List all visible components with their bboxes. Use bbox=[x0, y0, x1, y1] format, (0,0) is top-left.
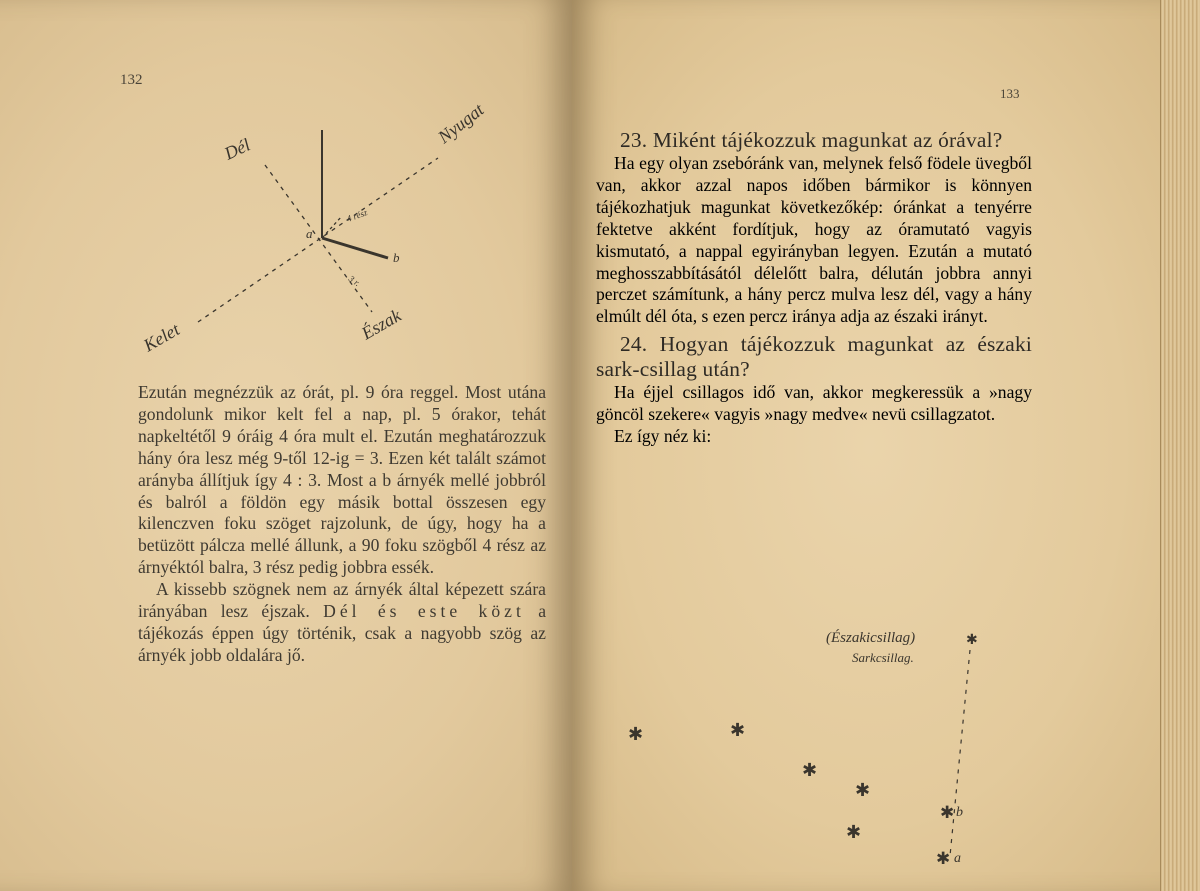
label-sarkcsillag: Sarkcsillag. bbox=[852, 650, 914, 665]
section-23-body: Ha egy olyan zsebóránk van, melynek felső födele üvegből van, akkor azzal napos időben bármikor is könnyen tájékozhatjuk magunkat következőkép: óránkat a tenyérre fektetve akként fordítjuk, hogy az óramutató vagyis kismutató, a nappal egyirányban legyen. Ezután a mutató meghosszabbításától délelőtt balra, délután jobbra annyi perczet számítunk, a hány percz mulva lesz dél, vagy a hány elmúlt dél óta, s ezen percz iránya adja az északi irányt. bbox=[596, 153, 1032, 327]
pointer-dashed-line bbox=[950, 650, 970, 856]
section-23-number: 23. bbox=[620, 128, 648, 152]
section-24-number: 24. bbox=[620, 332, 648, 357]
label-star-a: a bbox=[954, 851, 961, 866]
label-reszek: 4 rész bbox=[345, 207, 369, 224]
left-page bbox=[0, 0, 572, 891]
right-page-body bbox=[596, 128, 1032, 448]
last-paragraph-spaced: Dél és este közt bbox=[323, 601, 525, 622]
shadow-line bbox=[322, 238, 388, 258]
star-a-icon: ✱ bbox=[936, 849, 951, 868]
last-paragraph-start: A kissebb szögnek nem az árnyék által képezett szára irányában lesz éjszak. bbox=[138, 579, 546, 622]
label-star-b: b bbox=[956, 805, 963, 820]
label-a: a bbox=[306, 226, 313, 241]
left-paragraph: Ezután megnézzük az órát, pl. 9 óra reggel. Most utána gondolunk mikor kelt fel a nap, pl. 5 órakor, tehát napkeltétől 9 óráig 4 óra mult el. Ezután meghatározzuk hány óra lesz még 9-től 12-ig = 3. Ezen két talált számot arányba állítjuk így 4 : 3. Most a b árnyék mellé jobbról és balról a földön egy másik bottal összesen egy kilenczven foku szöget rajzolunk, de úgy, hogy ha a betüzött pálcza mellé állunk, a 90 foku szögből 4 rész az árnyéktól balra, 3 rész pedig jobbra essék. bbox=[138, 382, 546, 578]
last-paragraph-end: a tájékozás éppen úgy történik, csak a nagyobb szög az árnyék jobb oldalára jő. bbox=[138, 601, 546, 665]
section-24-heading bbox=[596, 332, 1032, 382]
label-eszaki-csillag: (Északicsillag) bbox=[826, 630, 916, 646]
page-number-left: 132 bbox=[120, 72, 143, 88]
label-small-mark: 3 r. bbox=[346, 273, 363, 289]
south-north-dashed-line bbox=[265, 165, 372, 312]
star-icon: ✱ bbox=[846, 822, 862, 842]
east-west-dashed-line bbox=[198, 158, 438, 322]
left-last-paragraph bbox=[138, 579, 546, 667]
label-kelet: Kelet bbox=[140, 319, 183, 356]
book-page-edges bbox=[1160, 0, 1200, 891]
section-23-heading bbox=[596, 128, 1032, 153]
label-eszak: Észak bbox=[358, 305, 405, 344]
star-icon: ✱ bbox=[730, 720, 746, 740]
label-b: b bbox=[393, 250, 400, 265]
section-24-title: Hogyan tájékozzuk magunkat az északi sark-csillag után? bbox=[596, 332, 1032, 382]
big-dipper-diagram bbox=[600, 620, 1000, 882]
label-nyugat: Nyugat bbox=[434, 99, 488, 148]
section-24-lead: Ez így néz ki: bbox=[614, 426, 712, 447]
section-23-title: Miként tájékozzuk magunkat az órával? bbox=[652, 128, 1003, 152]
shadow-compass-diagram bbox=[120, 90, 540, 380]
left-page-body bbox=[138, 382, 546, 667]
star-icon: ✱ bbox=[855, 780, 871, 800]
polaris-star-icon: ✱ bbox=[966, 633, 978, 648]
section-24-body: Ha éjjel csillagos idő van, akkor megkeressük a »nagy göncöl szekere« vagyis »nagy medve« nevü csillagzatot. bbox=[596, 382, 1032, 425]
star-icon: ✱ bbox=[802, 760, 818, 780]
star-icon: ✱ bbox=[628, 724, 644, 744]
label-del: Dél bbox=[221, 134, 254, 164]
page-number-right: 133 bbox=[1000, 86, 1020, 101]
star-b-icon: ✱ bbox=[940, 803, 955, 822]
